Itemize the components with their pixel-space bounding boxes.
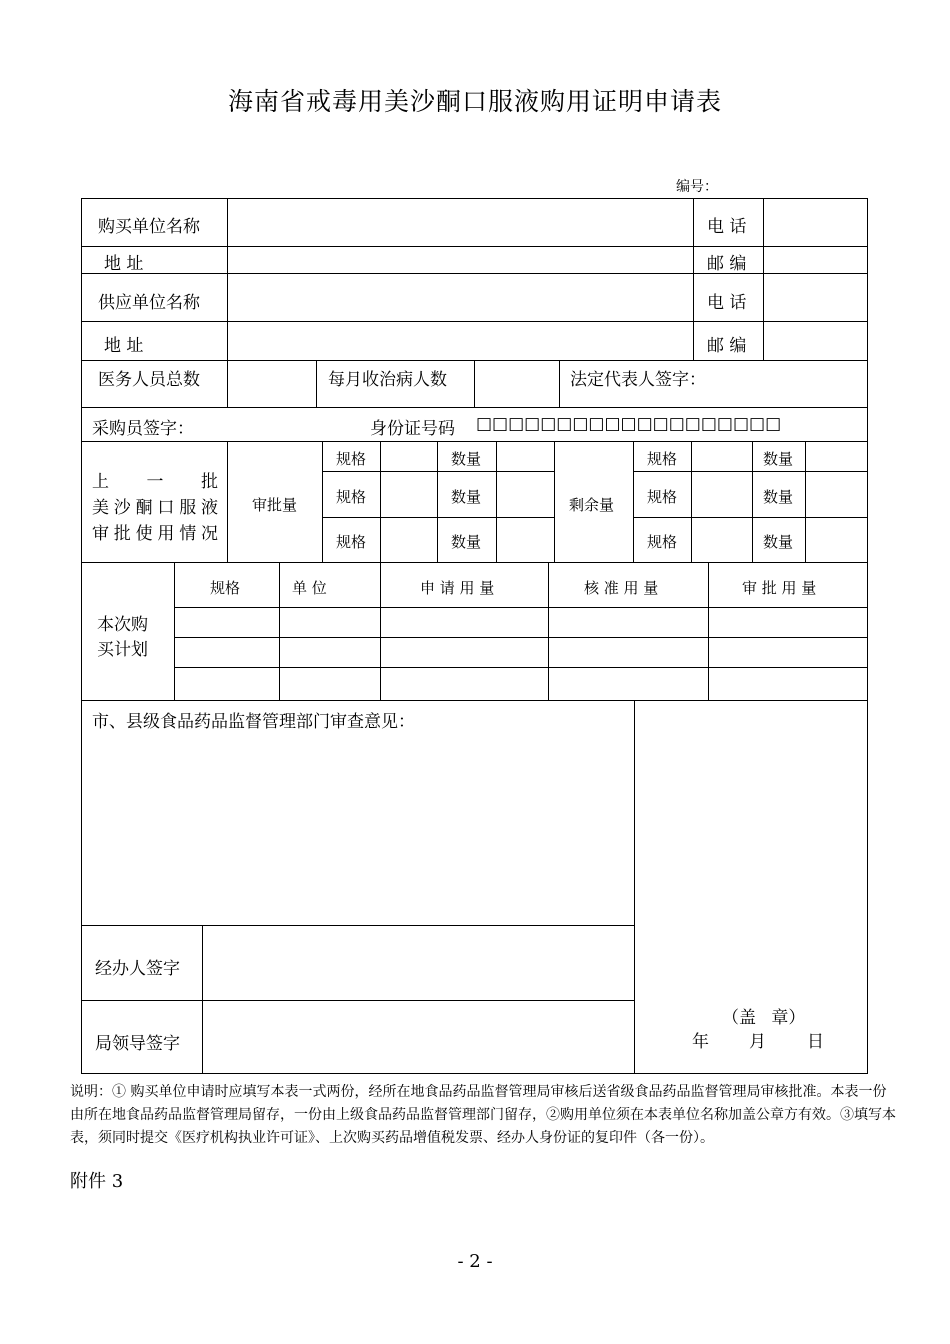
buyer-name-label: 购买单位名称 — [98, 217, 200, 237]
serial-number-label: 编号： — [676, 179, 718, 195]
id-number-label: 身份证号码 — [370, 419, 455, 439]
supplier-address-label: 地 址 — [104, 336, 144, 356]
plan-header-spec: 规格 — [210, 579, 241, 597]
quantity-label: 数量 — [763, 450, 794, 468]
plan-header-unit: 单 位 — [292, 579, 327, 597]
spec-label: 规格 — [336, 450, 367, 468]
purchase-plan-label-line1: 本次购 — [97, 615, 148, 635]
purchase-plan-label-line2: 买计划 — [97, 640, 148, 660]
quantity-label: 数量 — [451, 533, 482, 551]
medical-staff-total-label: 医务人员总数 — [98, 370, 200, 390]
spec-label: 规格 — [336, 533, 367, 551]
application-form-table — [81, 198, 868, 1074]
monthly-patients-label: 每月收治病人数 — [328, 370, 447, 390]
quantity-label: 数量 — [763, 488, 794, 506]
handler-signature-label: 经办人签字 — [95, 959, 180, 979]
review-opinion-label: 市、县级食品药品监督管理部门审查意见： — [92, 712, 415, 732]
supplier-phone-label: 电 话 — [707, 293, 747, 313]
spec-label: 规格 — [647, 488, 678, 506]
page-number: - 2 - — [457, 1251, 493, 1272]
quantity-label: 数量 — [763, 533, 794, 551]
plan-header-verified: 核 准 用 量 — [584, 579, 659, 597]
approved-quantity-label: 审批量 — [252, 496, 298, 514]
id-number-boxes: □□□□□□□□□□□□□□□□□□□ — [476, 414, 782, 434]
last-batch-label-line2: 美沙酮口服液 — [92, 498, 218, 518]
remaining-quantity-label: 剩余量 — [569, 496, 615, 514]
leader-signature-label: 局领导签字 — [95, 1034, 180, 1054]
supplier-name-label: 供应单位名称 — [98, 293, 200, 313]
buyer-address-label: 地 址 — [104, 254, 144, 274]
buyer-postcode-label: 邮 编 — [707, 254, 747, 274]
spec-label: 规格 — [647, 450, 678, 468]
last-batch-label-line1: 上 一 批 — [92, 472, 218, 492]
date-month-label: 月 — [749, 1032, 766, 1052]
legal-representative-signature-label: 法定代表人签字： — [570, 370, 706, 390]
date-year-label: 年 — [692, 1032, 709, 1052]
buyer-phone-label: 电 话 — [707, 217, 747, 237]
quantity-label: 数量 — [451, 450, 482, 468]
spec-label: 规格 — [647, 533, 678, 551]
plan-header-approved: 审 批 用 量 — [742, 579, 817, 597]
quantity-label: 数量 — [451, 488, 482, 506]
page-title: 海南省戒毒用美沙酮口服液购用证明申请表 — [227, 87, 722, 116]
purchaser-signature-label: 采购员签字： — [92, 419, 194, 439]
instructions-note: 说明：① 购买单位申请时应填写本表一式两份，经所在地食品药品监督管理局审核后送省级食品药品监督管理局审核批准。本表一份由所在地食品药品监督管理局留存，一份由上级食品药品监督管理部门留存，②购用单位须在本表单位名称加盖公章方有效。③填写本表，须同时提交《医疗机构执业许可证》、上次购买药品增值税发票、经办人身份证的复印件（各一份）。 — [70, 1084, 896, 1146]
date-day-label: 日 — [807, 1032, 824, 1052]
plan-header-requested: 申 请 用 量 — [420, 579, 495, 597]
appendix-label: 附件 3 — [70, 1171, 124, 1192]
supplier-postcode-label: 邮 编 — [707, 336, 747, 356]
spec-label: 规格 — [336, 488, 367, 506]
seal-label: （盖 章） — [722, 1008, 806, 1028]
last-batch-label-line3: 审批使用情况 — [92, 524, 218, 544]
